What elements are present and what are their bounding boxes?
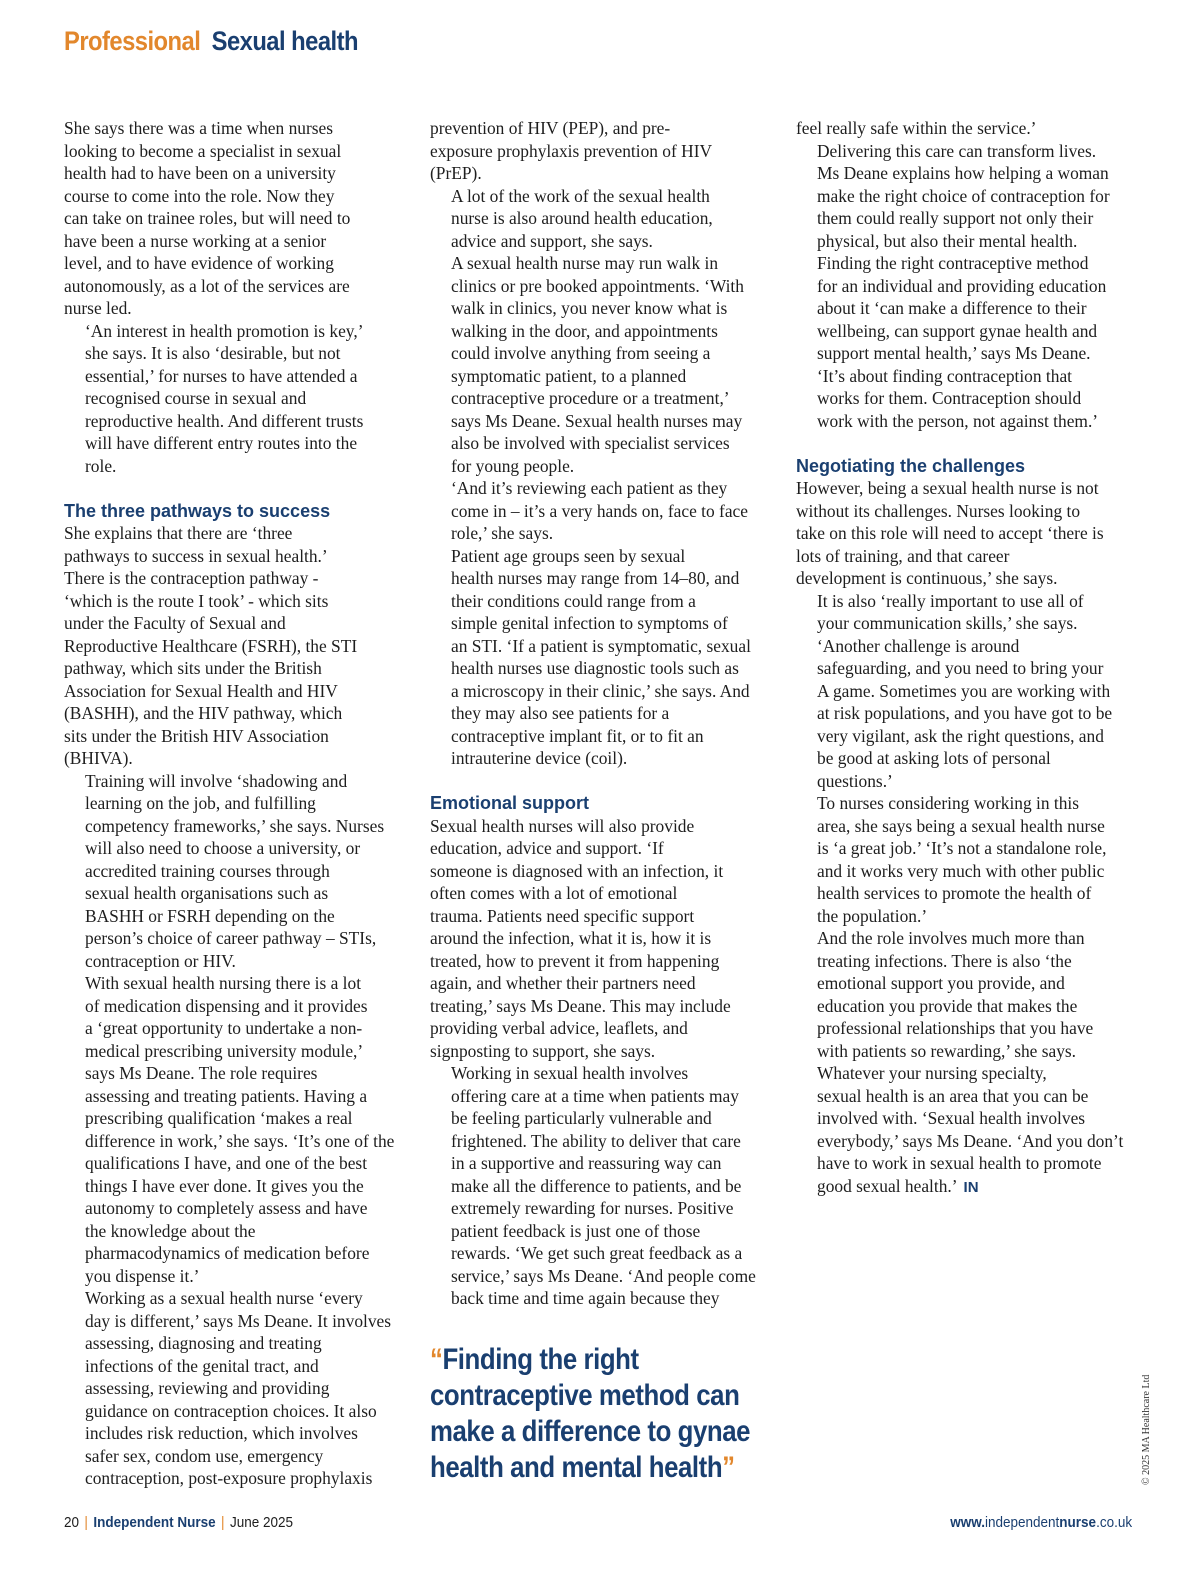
text-line: BASHH or FSRH depending on the [85, 905, 335, 926]
text-line: providing verbal advice, leaflets, and [430, 1018, 688, 1038]
text-line: come in – it’s a very hands on, face to face [451, 500, 748, 521]
text-line: walking in the door, and appointments [451, 320, 718, 341]
text-line: for an individual and providing education [817, 275, 1107, 296]
text-line: (PrEP). [430, 163, 482, 183]
text-line: the population.’ [817, 905, 928, 926]
issue-date: June 2025 [229, 1514, 294, 1531]
text-line: person’s choice of career pathway – STIs, [85, 928, 377, 948]
text-line: accredited training courses through [85, 860, 330, 881]
text-line: physical, but also their mental health. [817, 230, 1078, 251]
text-line: contraception, post-exposure prophylaxis [85, 1468, 373, 1488]
text-line: assessing and treating patients. Having a [85, 1085, 368, 1106]
paragraph [796, 590, 1136, 793]
text-line: will have different entry routes into the [85, 433, 358, 453]
text-line: treated, how to prevent it from happening [430, 950, 720, 971]
text-line: health nurses use diagnostic tools such as [451, 658, 739, 678]
text-line: lots of training, and that career [796, 545, 1010, 566]
text-line: often comes with a lot of emotional [430, 883, 678, 903]
pull-quote-line: make a difference to gynae [430, 1415, 751, 1448]
text-line: offering care at a time when patients may [451, 1085, 739, 1106]
text-line: A game. Sometimes you are working with [817, 680, 1111, 701]
text-line: role. [85, 455, 117, 476]
paragraph [430, 117, 770, 185]
text-line: can take on trainee roles, but will need to [64, 208, 351, 228]
text-line: work with the person, not against them.’ [817, 410, 1099, 431]
text-line: at risk populations, and you have got to be [817, 703, 1113, 723]
text-line: things I have ever done. It gives you the [85, 1175, 364, 1196]
text-line: With sexual health nursing there is a lot [85, 973, 362, 993]
pull-quote-line: “Finding the right [430, 1343, 639, 1376]
paragraph [796, 927, 1136, 1062]
text-line: very vigilant, ask the right questions, and [817, 725, 1104, 746]
text-line: Association for Sexual Health and HIV [64, 680, 338, 701]
text-line: A sexual health nurse may run walk in [451, 253, 719, 273]
page-number: 20 [64, 1514, 80, 1531]
text-line: is ‘a great job.’ ‘It’s not a standalone role, [817, 838, 1107, 858]
text-line: looking to become a specialist in sexual [64, 140, 342, 161]
text-line: prevention of HIV (PEP), and pre- [430, 118, 671, 138]
text-line: pathway, which sits under the British [64, 658, 322, 678]
text-line: Working in sexual health involves [451, 1063, 689, 1083]
text-line: you dispense it.’ [85, 1265, 200, 1286]
text-line: of medication dispensing and it provides [85, 995, 368, 1016]
text-line: contraception or HIV. [85, 950, 236, 971]
text-line: with patients so rewarding,’ she says. [817, 1040, 1077, 1061]
text-line: she says. It is also ‘desirable, but not [85, 343, 341, 363]
text-line: health services to promote the health of [817, 883, 1092, 903]
text-line: make the right choice of contraception for [817, 185, 1110, 206]
text-line: involved with. ‘Sexual health involves [817, 1108, 1086, 1128]
text-line: treating,’ says Ms Deane. This may include [430, 995, 731, 1016]
text-line: says Ms Deane. Sexual health nurses may [451, 410, 743, 431]
text-line: trauma. Patients need specific support [430, 905, 695, 926]
pull-quote [430, 1342, 790, 1486]
paragraph [430, 185, 770, 253]
copyright-notice: © 2025 MA Healthcare Ltd [1141, 1374, 1152, 1485]
paragraph [64, 972, 402, 1287]
paragraph [430, 545, 770, 770]
text-line: There is the contraception pathway - [64, 568, 319, 588]
text-line: course to come into the role. Now they [64, 185, 335, 206]
text-line: autonomy to completely assess and have [85, 1198, 368, 1218]
text-line: guidance on contraception choices. It also [85, 1400, 377, 1421]
paragraph [64, 117, 402, 320]
paragraph [430, 1062, 770, 1310]
text-line: assessing, diagnosing and treating [85, 1333, 322, 1353]
text-line: contraceptive procedure or a treatment,’ [451, 388, 730, 408]
text-line: without its challenges. Nurses looking to [796, 500, 1081, 521]
paragraph [796, 117, 1136, 140]
text-line: simple genital infection to symptoms of [451, 613, 728, 633]
text-line: prescribing qualification ‘makes a real [85, 1108, 353, 1128]
text-line: recognised course in sexual and [85, 388, 307, 408]
text-line: sits under the British HIV Association [64, 725, 329, 746]
text-line: sexual health organisations such as [85, 883, 329, 903]
text-line: in a supportive and reassuring way can [451, 1153, 722, 1173]
text-line: will also need to choose a university, or [85, 838, 361, 858]
text-line: have been a nurse working at a senior [64, 230, 327, 251]
text-line: education, advice and support. ‘If [430, 838, 664, 858]
text-line: (BHIVA). [64, 748, 133, 768]
text-line: says Ms Deane. The role requires [85, 1063, 318, 1083]
text-line: medical prescribing university module,’ [85, 1040, 364, 1061]
text-line: Whatever your nursing specialty, [817, 1063, 1047, 1083]
paragraph [430, 252, 770, 477]
paragraph [430, 815, 770, 1063]
text-line: Patient age groups seen by sexual [451, 545, 686, 566]
text-line: frightened. The ability to deliver that care [451, 1130, 741, 1151]
paragraph [430, 477, 770, 545]
text-line: ‘An interest in health promotion is key,’ [85, 320, 364, 341]
text-line: health had to have been on a university [64, 163, 336, 183]
section-heading: Negotiating the challenges [796, 455, 1026, 476]
publication-name: Independent [93, 1514, 174, 1531]
text-line: patient feedback is just one of those [451, 1220, 701, 1241]
text-line: their conditions could range from a [451, 590, 696, 611]
text-line: safeguarding, and you need to bring your [817, 658, 1104, 678]
section-header [64, 26, 358, 57]
text-line: advice and support, she says. [451, 230, 653, 251]
text-line: Ms Deane explains how helping a woman [817, 163, 1109, 183]
text-line: It is also ‘really important to use all of [817, 590, 1084, 611]
text-line: under the Faculty of Sexual and [64, 613, 286, 633]
open-quote-mark: “ [430, 1343, 443, 1376]
text-line: safer sex, condom use, emergency [85, 1445, 324, 1466]
text-line: and it works very much with other public [817, 860, 1105, 881]
text-line: infections of the genital tract, and [85, 1355, 319, 1376]
text-line: them could really support not only their [817, 208, 1094, 228]
text-line: sexual health is an area that you can be [817, 1085, 1089, 1106]
text-line: She says there was a time when nurses [64, 118, 334, 138]
text-line: contraceptive implant fit, or to fit an [451, 725, 704, 746]
text-line: development is continuous,’ she says. [796, 568, 1058, 588]
text-line: wellbeing, can support gynae health and [817, 320, 1098, 341]
text-line: service,’ says Ms Deane. ‘And people come [451, 1265, 756, 1286]
text-line: And the role involves much more than [817, 928, 1085, 948]
text-line: A lot of the work of the sexual health [451, 185, 710, 206]
text-line: also be involved with specialist services [451, 433, 730, 453]
text-line: nurse is also around health education, [451, 208, 713, 228]
text-line: rewards. ‘We get such great feedback as a [451, 1243, 743, 1263]
text-line: an STI. ‘If a patient is symptomatic, sexual [451, 635, 751, 656]
text-line: take on this role will need to accept ‘there is [796, 523, 1104, 543]
text-line: works for them. Contraception should [817, 388, 1082, 408]
text-line: around the infection, what it is, how it is [430, 928, 712, 948]
text-line: emotional support you provide, and [817, 973, 1065, 993]
footer-folio: 20 | Independent Nurse | June 2025 [64, 1514, 294, 1531]
text-line: they may also see patients for a [451, 703, 670, 723]
text-line: Sexual health nurses will also provide [430, 815, 695, 836]
end-mark: IN [963, 1178, 979, 1196]
section-heading: The three pathways to success [64, 500, 331, 521]
text-line: intrauterine device (coil). [451, 748, 628, 768]
section-heading: Emotional support [430, 793, 589, 813]
text-line: the knowledge about the [85, 1220, 256, 1241]
website-link[interactable]: www.independentnurse.co.uk [950, 1514, 1132, 1531]
text-line: walk in clinics, you never know what is [451, 298, 728, 318]
text-line: questions.’ [817, 770, 893, 791]
text-line: pharmacodynamics of medication before [85, 1243, 370, 1263]
text-line: nurse led. [64, 298, 132, 318]
text-line: Training will involve ‘shadowing and [85, 770, 348, 791]
text-line: have to work in sexual health to promote [817, 1153, 1102, 1173]
text-line: Working as a sexual health nurse ‘every [85, 1288, 363, 1308]
paragraph [64, 320, 402, 478]
text-line: ‘which is the route I took’ - which sits [64, 590, 329, 611]
text-line: back time and time again because they [451, 1288, 720, 1308]
text-line: a microscopy in their clinic,’ she says. And [451, 680, 750, 701]
text-line: feel really safe within the service.’ [796, 118, 1037, 138]
pull-quote-line: health and mental health” [430, 1451, 735, 1484]
text-line: level, and to have evidence of working [64, 253, 334, 273]
text-line: a ‘great opportunity to undertake a non- [85, 1018, 363, 1038]
paragraph [796, 140, 1136, 433]
text-line: She explains that there are ‘three [64, 523, 293, 543]
paragraph [64, 522, 402, 770]
text-line: everybody,’ says Ms Deane. ‘And you don’t [817, 1130, 1124, 1151]
text-line: ‘Another challenge is around [817, 635, 1020, 656]
text-line: extremely rewarding for nurses. Positive [451, 1198, 734, 1218]
text-line: area, she says being a sexual health nurse [817, 815, 1105, 836]
paragraph [64, 770, 402, 973]
text-line: someone is diagnosed with an infection, it [430, 860, 724, 881]
text-line: signposting to support, she says. [430, 1040, 656, 1061]
text-line: Delivering this care can transform lives. [817, 140, 1097, 161]
text-line: To nurses considering working in this [817, 793, 1080, 813]
text-line: autonomously, as a lot of the services are [64, 275, 350, 296]
text-line: day is different,’ says Ms Deane. It involves [85, 1310, 392, 1331]
article-column-1 [64, 117, 402, 1490]
text-line: Finding the right contraceptive method [817, 253, 1089, 273]
text-line: (BASHH), and the HIV pathway, which [64, 703, 343, 723]
text-line: your communication skills,’ she says. [817, 613, 1078, 633]
text-line: learning on the job, and fulfilling [85, 793, 316, 813]
paragraph [796, 1062, 1136, 1199]
text-line: reproductive health. And different trusts [85, 410, 364, 431]
section-label: Professional [64, 26, 201, 56]
text-line: about it ‘can make a difference to their [817, 298, 1087, 318]
close-quote-mark: ” [722, 1451, 735, 1484]
article-column-3 [796, 117, 1136, 1199]
text-line: treating infections. There is also ‘the [817, 950, 1072, 971]
text-line: could involve anything from seeing a [451, 343, 711, 363]
text-line: ‘And it’s reviewing each patient as they [451, 478, 728, 498]
text-line: make all the difference to patients, and be [451, 1175, 742, 1196]
text-line: qualifications I have, and one of the best [85, 1153, 368, 1173]
text-line: symptomatic patient, to a planned [451, 365, 687, 386]
text-line: Reproductive Healthcare (FSRH), the STI [64, 635, 358, 656]
text-line: be feeling particularly vulnerable and [451, 1108, 712, 1128]
text-line: support mental health,’ says Ms Deane. [817, 343, 1091, 363]
text-line: However, being a sexual health nurse is not [796, 478, 1099, 498]
article-column-2 [430, 117, 770, 1310]
paragraph [796, 477, 1136, 590]
text-line: professional relationships that you have [817, 1018, 1094, 1038]
text-line: exposure prophylaxis prevention of HIV [430, 140, 713, 161]
text-line: difference in work,’ she says. ‘It’s one of the [85, 1130, 395, 1151]
text-line: clinics or pre booked appointments. ‘With [451, 275, 744, 296]
text-line: again, and whether their partners need [430, 973, 696, 993]
text-line: essential,’ for nurses to have attended a [85, 365, 358, 386]
topic-label: Sexual health [211, 26, 358, 56]
text-line: for young people. [451, 455, 575, 476]
text-line: assessing, reviewing and providing [85, 1378, 330, 1398]
text-line: includes risk reduction, which involves [85, 1423, 358, 1443]
text-line: health nurses may range from 14–80, and [451, 568, 740, 588]
text-line: ‘It’s about finding contraception that [817, 365, 1072, 386]
text-line: competency frameworks,’ she says. Nurses [85, 815, 385, 836]
text-line: good sexual health.’ IN [817, 1175, 979, 1196]
pull-quote-line: contraceptive method can [430, 1379, 740, 1412]
text-line: education you provide that makes the [817, 995, 1078, 1016]
text-line: be good at asking lots of personal [817, 748, 1051, 768]
paragraph [64, 1287, 402, 1490]
text-line: pathways to success in sexual health.’ [64, 545, 328, 566]
paragraph [796, 792, 1136, 927]
text-line: role,’ she says. [451, 523, 554, 543]
